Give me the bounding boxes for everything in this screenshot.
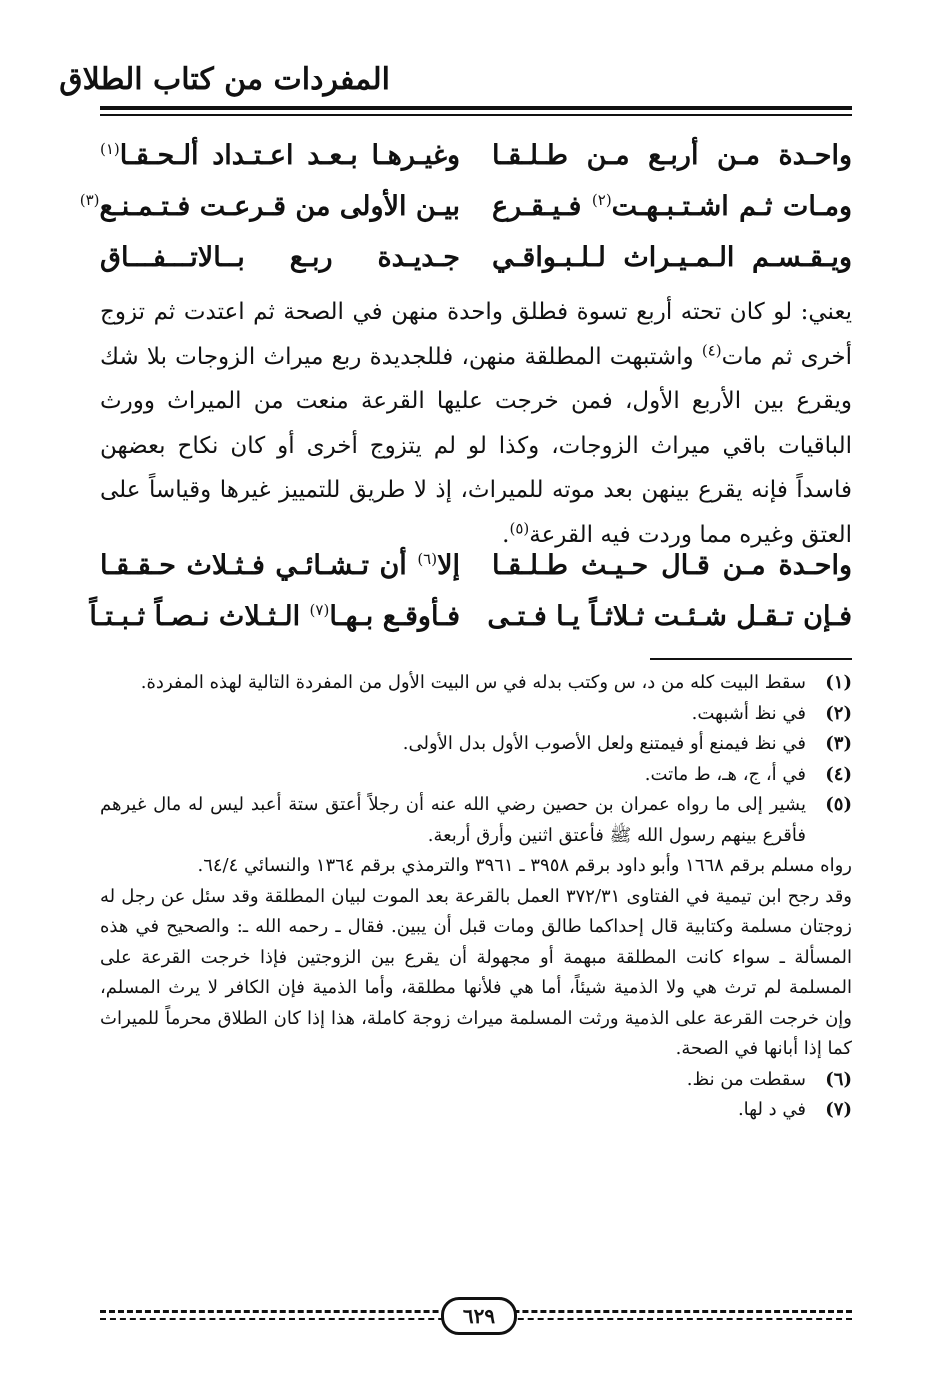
footnote-number: (٢) bbox=[825, 702, 852, 724]
footnote-marker[interactable]: (١) bbox=[100, 140, 120, 158]
verse-hemistich-right: ومـات ثـم اشـتـبـهـت$^{(٢)}$ فـيـقـرع bbox=[492, 191, 852, 222]
verse-hemistich-right: فـإن تـقـل شـئـت ثـلاثـاً يـا فـتـى bbox=[487, 601, 852, 632]
footnote-number: (٤) bbox=[825, 763, 852, 785]
footnote-marker[interactable]: (٣) bbox=[79, 191, 100, 209]
footnote-number: (٦) bbox=[825, 1068, 852, 1090]
footnote-continuation: وقد رجح ابن تيمية في الفتاوى ٣٧٢/٣١ العمل بالقرعة بعد الموت لبيان المطلقة وقد سئل عن رجل له زوجتان مسلمة وكتابية قال إحداكما طالق ومات قبل أن يبين. فقال ـ رحمه الله ـ: والصحيح في هذه المسألة ـ سواء كانت المطلقة مبهمة أو مجهولة أن يقرع بين الزوجتين فإذا خرجت القرعة على المسلمة لم ترث هي ولا الذمية شيئاً، أما هي فلأنها مطلقة، وأما الذمية فإن الكافر لا يرث المسلم، وإن خرجت القرعة على الذمية ورثت المسلمة ميراث زوجة كاملة، هذا إذا كان الطلاق محرماً للميراث كما إذا أبانها في الصحة. bbox=[100, 885, 853, 1059]
running-header-title: المفردات من كتاب الطلاق bbox=[59, 62, 390, 97]
verse-hemistich-right: واحـدة مـن أربـع مـن طـلـقـا bbox=[492, 140, 852, 171]
footnote-number: (٥) bbox=[825, 794, 852, 815]
footnote-item bbox=[100, 1095, 852, 1126]
verse-block-top bbox=[79, 130, 852, 283]
verse-line bbox=[89, 591, 852, 642]
footnote-number: (٣) bbox=[825, 733, 852, 754]
footnote-text: يشير إلى ما رواه عمران بن حصين رضي الله عنه أن رجلاً أعتق ستة أعبد ليس له مال غيرهم فأقرع بينهم رسول الله ﷺ فأعتق اثنين وأرق أربعة. bbox=[100, 794, 807, 846]
footnote-marker[interactable]: (٧) bbox=[309, 601, 330, 619]
verse-line bbox=[79, 181, 852, 232]
footnote-text: في نظ أشبهت. bbox=[691, 702, 806, 724]
footnote-text: سقطت من نظ. bbox=[686, 1068, 806, 1090]
header-rule-thick bbox=[100, 106, 852, 110]
verse-line bbox=[100, 232, 852, 283]
commentary-text: يعني: لو كان تحته أربع تسوة فطلق واحدة منهن في الصحة ثم اعتدت ثم تزوج أخرى ثم مات bbox=[100, 299, 852, 370]
verse-block-bottom bbox=[89, 540, 852, 642]
footnote-text: في نظ فيمنع أو فيمتنع ولعل الأصوب الأول بدل الأولى. bbox=[402, 733, 806, 754]
verse-line bbox=[100, 130, 852, 181]
footnote-marker[interactable]: (٦) bbox=[417, 550, 438, 568]
header-rule-thin bbox=[100, 114, 852, 116]
footnote-text: في د لها. bbox=[737, 1099, 806, 1120]
verse-hemistich-left: وغيـرهـا بـعـد اعـتـداد ألـحـقـا$^{(١)}$ bbox=[100, 140, 460, 171]
footnote-item bbox=[100, 1065, 852, 1096]
footnote-number: (٧) bbox=[825, 1099, 852, 1120]
footnote-text: سقط البيت كله من د، س وكتب بدله في س البيت الأول من المفردة التالية لهذه المفردة. bbox=[140, 672, 806, 693]
footnote-marker[interactable]: (٤) bbox=[701, 340, 722, 359]
commentary-paragraph: يعني: لو كان تحته أربع تسوة فطلق واحدة منهن في الصحة ثم اعتدت ثم تزوج أخرى ثم مات$^{(٤)}$ واشتبهت المطلقة منهن، فللجديدة ربع ميراث الزوجات بلا شك ويقرع بين الأربع الأول، فمن خرجت عليها القرعة منعت من الميراث وورث الباقيات باقي ميراث الزوجات، وكذا لو لم يتزوج أخرى أو كان نكاح بعضهن فاسداً فإنه يقرع بينهن بعد موته للميراث، إذ لا طريق للتمييز غيرها وقياساً على العتق وغيره مما وردت فيه القرعة$^{(٥)}$. bbox=[100, 299, 852, 548]
verse-hemistich-right: ويـقـسـم الـمـيـراث لـلـبـواقـي bbox=[492, 242, 852, 273]
verse-hemistich-left: إلا$^{(٦)}$ أن تـشـائـي فـثـلاث حـقـقـا bbox=[100, 550, 460, 581]
verse-hemistich-right: واحـدة مـن قـال حـيـث طـلـقـا bbox=[492, 550, 852, 581]
footnotes-section bbox=[100, 668, 852, 1126]
footnote-marker[interactable]: (٢) bbox=[591, 191, 612, 209]
verse-hemistich-left: بيـن الأولى من قـرعـت فـتـمـنـع$^{(٣)}$ bbox=[79, 191, 460, 222]
footnote-item bbox=[100, 729, 852, 760]
footnote-item bbox=[100, 760, 852, 791]
commentary-text: واشتبهت المطلقة منهن، فللجديدة ربع ميراث الزوجات بلا شك ويقرع بين الأربع الأول، فمن خرجت عليها القرعة منعت من الميراث وورث الباقيات باقي ميراث الزوجات، وكذا لو لم يتزوج أخرى أو كان نكاح بعضهن فاسداً فإنه يقرع بينهن بعد موته للميراث، إذ لا طريق للتمييز غيرها وقياساً على العتق وغيره مما وردت فيه القرعة bbox=[100, 343, 852, 548]
verse-hemistich-left: فـأوقـع بـهـا$^{(٧)}$ الـثـلاث نـصـاً ثـبـتـاً bbox=[89, 601, 460, 632]
footnote-divider bbox=[650, 658, 852, 660]
footnote-continuation: رواه مسلم برقم ١٦٦٨ وأبو داود برقم ٣٩٥٨ ـ ٣٩٦١ والترمذي برقم ١٣٦٤ والنسائي ٦٤/٤. bbox=[197, 855, 852, 876]
footnote-item bbox=[100, 699, 852, 730]
verse-hemistich-left: جـديـدة ربـع بــالاتـــفـــاق bbox=[100, 242, 460, 273]
footnote-item bbox=[100, 668, 852, 699]
footnote-number: (١) bbox=[825, 672, 852, 693]
footnote-marker[interactable]: (٥) bbox=[509, 518, 530, 537]
verse-line bbox=[100, 540, 852, 591]
footnote-text: في أ، ج، هـ، ط ماتت. bbox=[644, 763, 806, 785]
footnote-item bbox=[100, 790, 852, 851]
page-number: ٦٢٩ bbox=[441, 1297, 517, 1335]
